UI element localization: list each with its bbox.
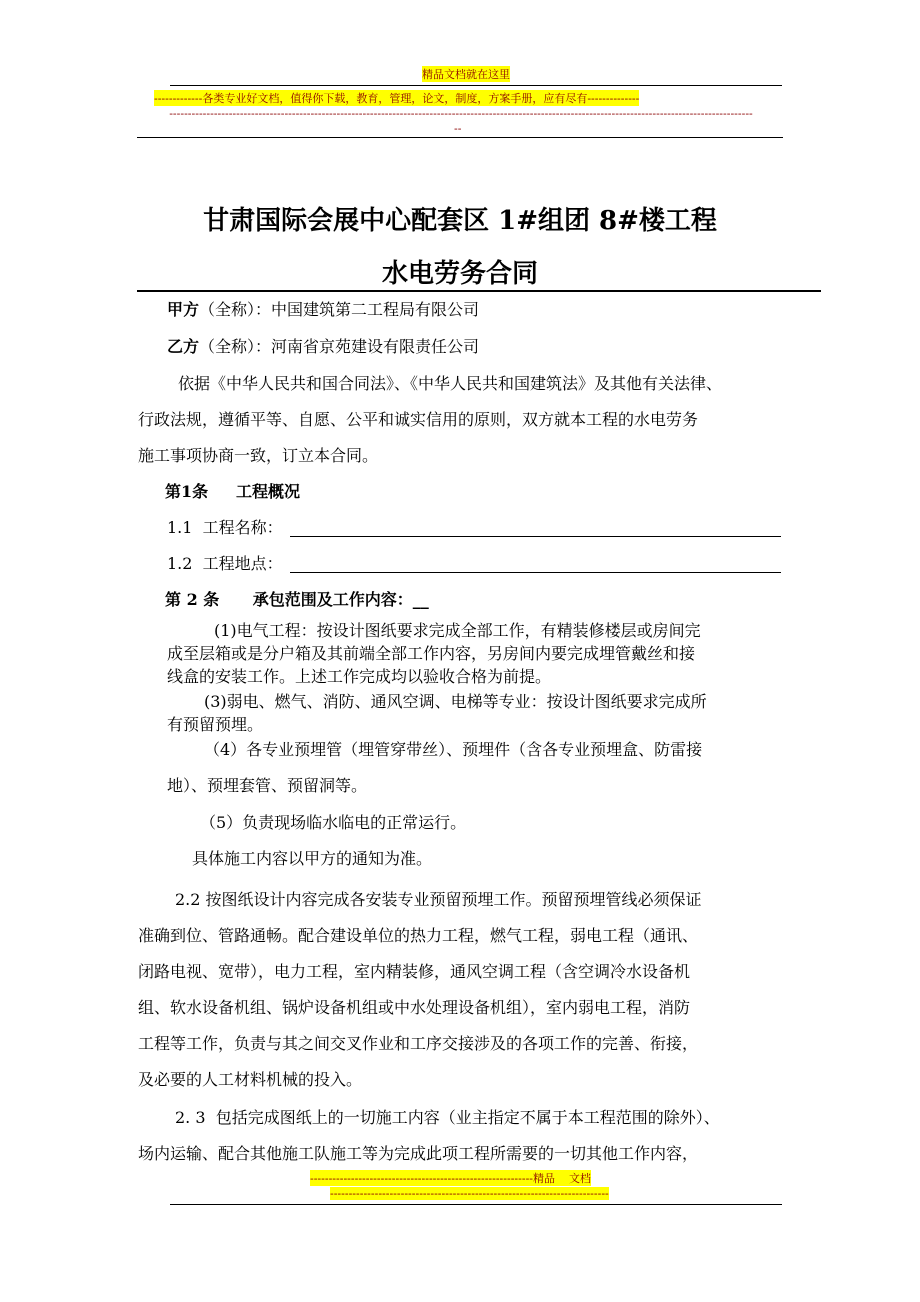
- header-dashes: -------------------------------------------------------------------------------------------------------------------------------------------------------------: [169, 107, 753, 120]
- footer-rule: [170, 1204, 782, 1205]
- section23-line2: 场内运输、配合其他施工队施工等为完成此项工程所需要的一切其他工作内容，: [138, 1144, 699, 1163]
- article2-heading: 第 2 条 承包范围及工作内容：__: [165, 590, 429, 609]
- article1-item-location: 1.2 工程地点：: [167, 554, 283, 573]
- intro-line-1: 依据《中华人民共和国合同法》、《中华人民共和国建筑法》及其他有关法律、: [178, 374, 723, 393]
- article2-p4-line1: （4）各专业预埋管（埋管穿带丝）、预埋件（含各专业预埋盒、防雷接: [204, 740, 703, 759]
- party-a: [167, 299, 479, 321]
- header-banner-tagline: -------------各类专业好文档，值得你下载，教育，管理，论文，制度，方案手册，应有尽有--------------: [154, 92, 640, 105]
- article1-heading: 第1条 工程概况: [165, 482, 300, 501]
- section22-line3: 闭路电视、宽带），电力工程，室内精装修，通风空调工程（含空调冷水设备机: [138, 962, 691, 981]
- project-location-blank: [290, 572, 781, 573]
- header-dashes-end: --: [454, 122, 462, 135]
- party-b-text: （全称）：河南省京苑建设有限责任公司: [199, 337, 480, 356]
- document-title-line1: 甘肃国际会展中心配套区 1#组团 8#楼工程: [203, 206, 717, 236]
- party-a-text: （全称）：中国建筑第二工程局有限公司: [199, 300, 480, 319]
- header-banner-title: 精品文档就在这里: [422, 68, 510, 81]
- party-b: [167, 336, 479, 358]
- section22-line5: 工程等工作，负责与其之间交叉作业和工序交接涉及的各项工作的完善、衔接，: [138, 1034, 699, 1053]
- intro-line-3: 施工事项协商一致，订立本合同。: [138, 446, 379, 465]
- party-a-label: 甲方: [167, 300, 200, 319]
- article2-p3-line1: (3)弱电、燃气、消防、通风空调、电梯等专业：按设计图纸要求完成所: [204, 692, 707, 711]
- article2-p1-line3: 线盒的安装工作。上述工作完成均以验收合格为前提。: [167, 667, 552, 686]
- section23-line1: 2. 3 包括完成图纸上的一切施工内容（业主指定不属于本工程范围的除外）、: [175, 1108, 720, 1127]
- footer-banner-line2: ---------------------------------------------------------------------------: [330, 1187, 609, 1200]
- document-title-line2: 水电劳务合同: [381, 259, 538, 289]
- article2-p3-line2: 有预留预埋。: [167, 715, 264, 734]
- article2-p1-line1: (1)电气工程：按设计图纸要求完成全部工作，有精装修楼层或房间完: [214, 621, 701, 640]
- section22-line2: 准确到位、管路通畅。配合建设单位的热力工程，燃气工程，弱电工程（通讯、: [138, 926, 699, 945]
- party-b-label: 乙方: [167, 337, 200, 356]
- article1-item-name: 1.1 工程名称：: [167, 518, 283, 537]
- title-underline: [137, 290, 821, 292]
- footer-banner-line1: ------------------------------------------------------------精品 文档: [310, 1172, 591, 1185]
- article2-p4-line2: 地）、预埋套管、预留洞等。: [167, 776, 368, 795]
- header-rule-bottom: [137, 137, 783, 138]
- header-rule-top: [170, 85, 782, 86]
- article2-p1-line2: 成至层箱或是分户箱及其前端全部工作内容，另房间内要完成埋管戴丝和接: [167, 644, 696, 663]
- section22-line1: 2.2 按图纸设计内容完成各安装专业预留预埋工作。预留预埋管线必须保证: [175, 890, 702, 909]
- project-name-blank: [290, 536, 781, 537]
- article2-p5: （5）负责现场临水临电的正常运行。: [200, 813, 467, 832]
- section22-line6: 及必要的人工材料机械的投入。: [138, 1070, 363, 1089]
- article2-p6: 具体施工内容以甲方的通知为准。: [192, 849, 433, 868]
- section22-line4: 组、软水设备机组、锅炉设备机组或中水处理设备机组），室内弱电工程，消防: [138, 998, 691, 1017]
- intro-line-2: 行政法规，遵循平等、自愿、公平和诚实信用的原则，双方就本工程的水电劳务: [138, 410, 699, 429]
